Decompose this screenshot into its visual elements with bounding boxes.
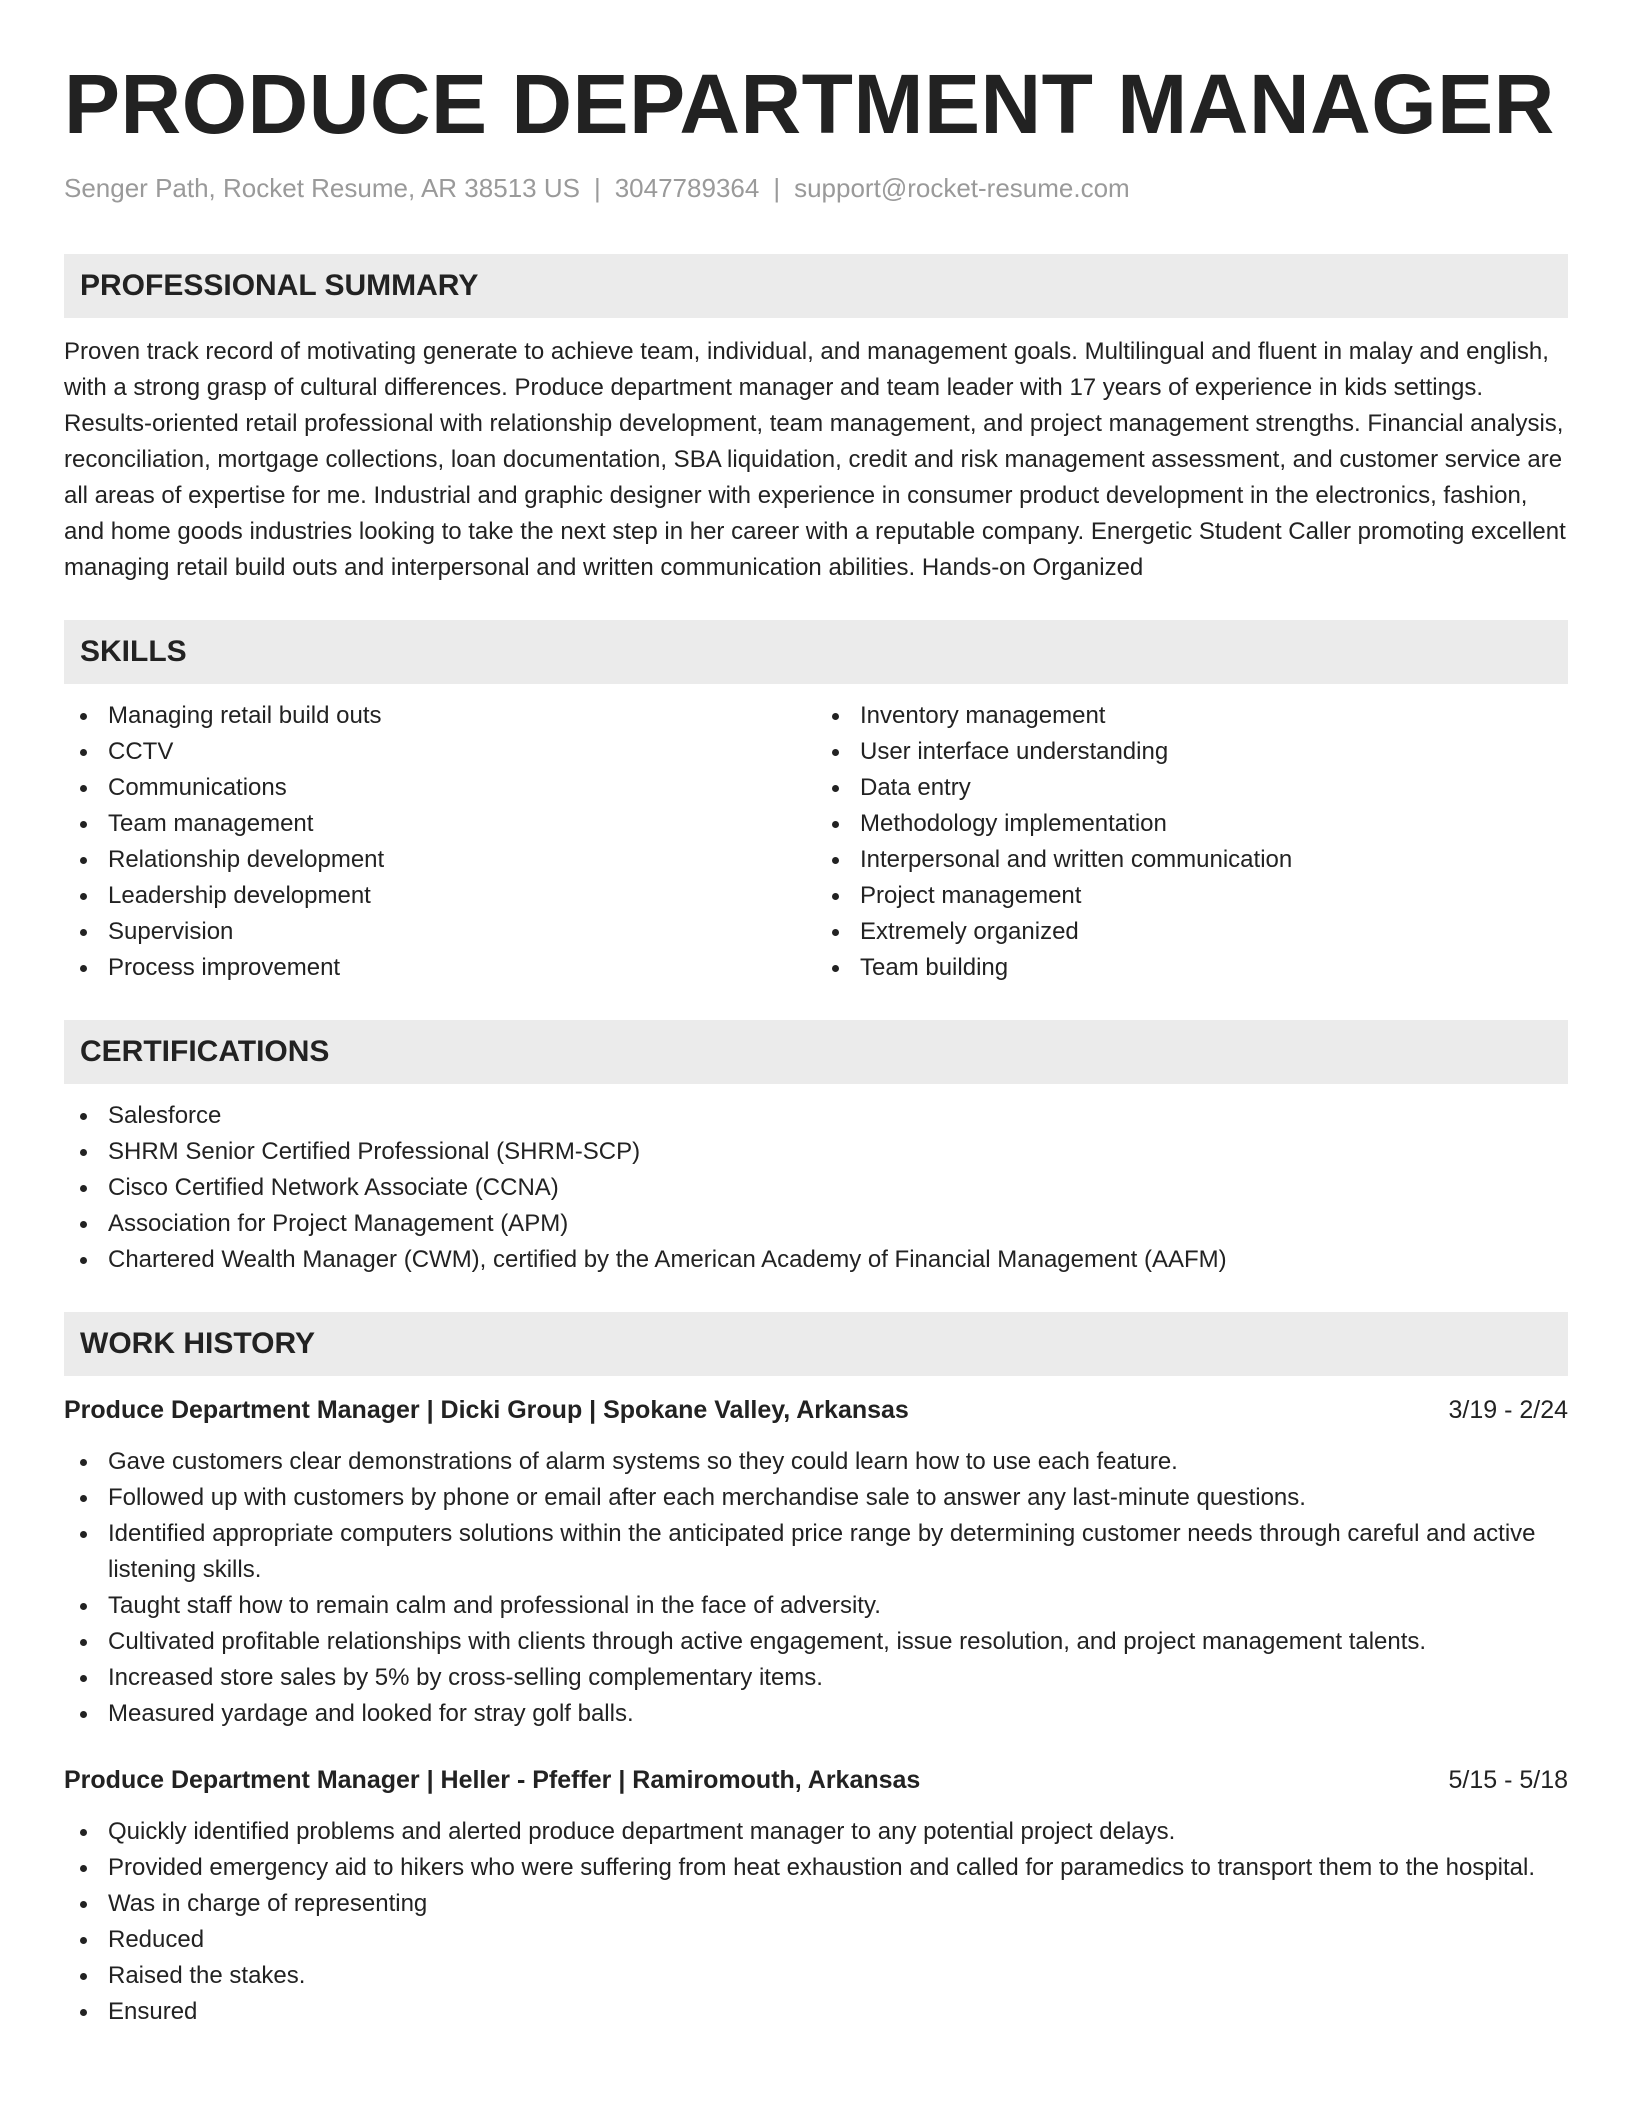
skill-item: CCTV <box>64 734 816 770</box>
contact-address: Senger Path, Rocket Resume, AR 38513 US <box>64 173 580 203</box>
job-bullets <box>64 1814 1568 2030</box>
skill-item: Process improvement <box>64 950 816 986</box>
skill-item: Methodology implementation <box>816 806 1568 842</box>
job-bullet: Raised the stakes. <box>64 1958 1568 1994</box>
contact-line <box>64 172 1568 204</box>
job-header <box>64 1392 1568 1428</box>
contact-separator: | <box>773 173 781 203</box>
job-bullet: Provided emergency aid to hikers who were suffering from heat exhaustion and called for paramedics to transport them to the hospital. <box>64 1850 1568 1886</box>
certification-item: Salesforce <box>64 1098 1568 1134</box>
skill-item: Leadership development <box>64 878 816 914</box>
skill-item: Relationship development <box>64 842 816 878</box>
skill-item: Extremely organized <box>816 914 1568 950</box>
section-heading-skills: SKILLS <box>64 620 1568 684</box>
contact-email: support@rocket-resume.com <box>794 173 1130 203</box>
certifications-list <box>64 1098 1568 1278</box>
skill-item: User interface understanding <box>816 734 1568 770</box>
contact-phone: 3047789364 <box>614 173 760 203</box>
section-heading-certifications: CERTIFICATIONS <box>64 1020 1568 1084</box>
contact-separator: | <box>593 173 601 203</box>
certification-item: Cisco Certified Network Associate (CCNA) <box>64 1170 1568 1206</box>
skill-item: Managing retail build outs <box>64 698 816 734</box>
certification-item: Association for Project Management (APM) <box>64 1206 1568 1242</box>
skill-item: Supervision <box>64 914 816 950</box>
job-bullet: Identified appropriate computers solutions within the anticipated price range by determining customer needs through careful and active listening skills. <box>64 1516 1568 1588</box>
skill-item: Team building <box>816 950 1568 986</box>
job-dates: 5/15 - 5/18 <box>1448 1766 1568 1794</box>
job-bullet: Reduced <box>64 1922 1568 1958</box>
skill-item: Interpersonal and written communication <box>816 842 1568 878</box>
candidate-title: PRODUCE DEPARTMENT MANAGER <box>64 57 1555 151</box>
job-header <box>64 1762 1568 1798</box>
job-bullet: Followed up with customers by phone or email after each merchandise sale to answer any last-minute questions. <box>64 1480 1568 1516</box>
job-title: Produce Department Manager | Heller - Pfeffer | Ramiromouth, Arkansas <box>64 1766 921 1794</box>
job-bullet: Quickly identified problems and alerted produce department manager to any potential project delays. <box>64 1814 1568 1850</box>
skills-right-column <box>816 698 1568 986</box>
skill-item: Project management <box>816 878 1568 914</box>
job-bullet: Ensured <box>64 1994 1568 2030</box>
job-bullet: Gave customers clear demonstrations of alarm systems so they could learn how to use each feature. <box>64 1444 1568 1480</box>
certification-item: Chartered Wealth Manager (CWM), certified by the American Academy of Financial Management (AAFM) <box>64 1242 1568 1278</box>
job-bullet: Increased store sales by 5% by cross-selling complementary items. <box>64 1660 1568 1696</box>
job-bullet: Cultivated profitable relationships with clients through active engagement, issue resolution, and project management talents. <box>64 1624 1568 1660</box>
job-dates: 3/19 - 2/24 <box>1448 1396 1568 1424</box>
skill-item: Data entry <box>816 770 1568 806</box>
summary-text: Proven track record of motivating generate to achieve team, individual, and management goals. Multilingual and fluent in malay and english, with a strong grasp of cultural differences. Produce department manager and team leader with 17 years of experience in kids settings. Results-oriented retail professional with relationship development, team management, and project management strengths. Financial analysis, reconciliation, mortgage collections, loan documentation, SBA liquidation, credit and risk management assessment, and customer service are all areas of expertise for me. Industrial and graphic designer with experience in consumer product development in the electronics, fashion, and home goods industries looking to take the next step in her career with a reputable company. Energetic Student Caller promoting excellent managing retail build outs and interpersonal and written communication abilities. Hands-on Organized <box>64 338 1566 581</box>
section-heading-work-history: WORK HISTORY <box>64 1312 1568 1376</box>
job-title: Produce Department Manager | Dicki Group | Spokane Valley, Arkansas <box>64 1396 909 1424</box>
section-heading-summary: PROFESSIONAL SUMMARY <box>64 254 1568 318</box>
skill-item: Team management <box>64 806 816 842</box>
skills-grid <box>64 698 1568 986</box>
skill-item: Inventory management <box>816 698 1568 734</box>
skill-item: Communications <box>64 770 816 806</box>
job-bullet: Taught staff how to remain calm and professional in the face of adversity. <box>64 1588 1568 1624</box>
job-bullet: Was in charge of representing <box>64 1886 1568 1922</box>
certification-item: SHRM Senior Certified Professional (SHRM-SCP) <box>64 1134 1568 1170</box>
job-bullet: Measured yardage and looked for stray golf balls. <box>64 1696 1568 1732</box>
skills-left-column <box>64 698 816 986</box>
job-bullets <box>64 1444 1568 1732</box>
